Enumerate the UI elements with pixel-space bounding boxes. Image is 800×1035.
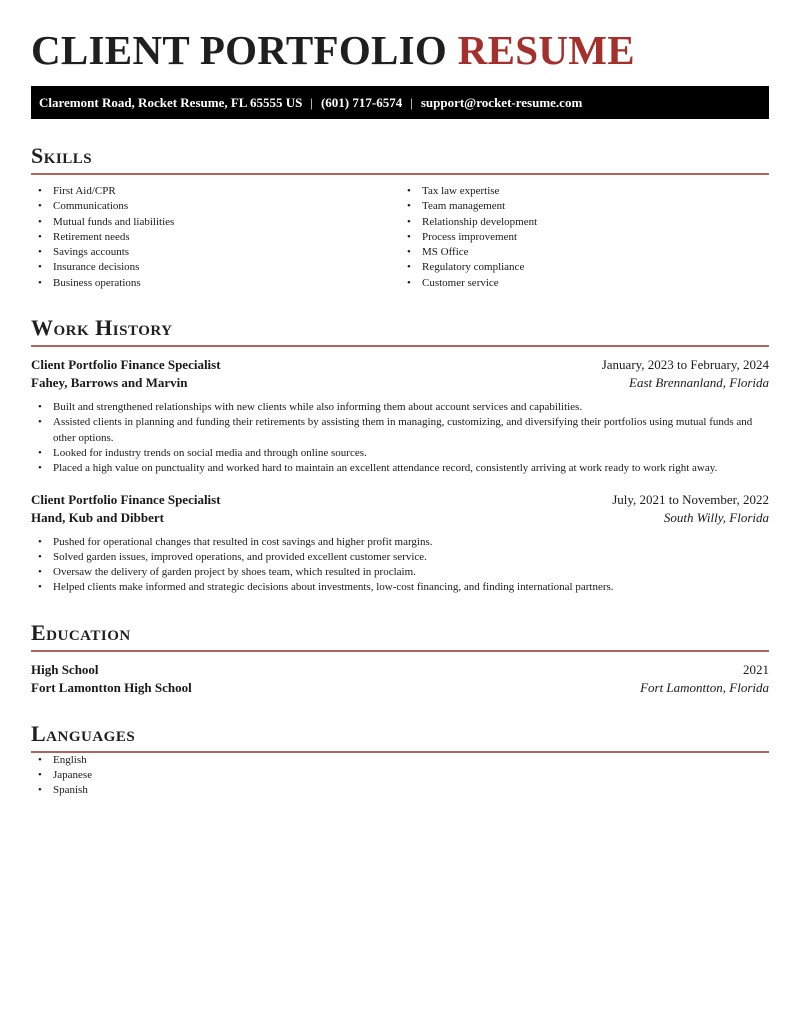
skill-item: • Team management [400, 199, 769, 214]
skill-item: • Savings accounts [31, 245, 400, 260]
contact-separator: | [310, 95, 313, 110]
section-divider [31, 173, 769, 175]
language-item: • Japanese [31, 768, 769, 783]
contact-email: support@rocket-resume.com [420, 95, 583, 110]
job-bullet: • Placed a high value on punctuality and worked hard to maintain an excellent attendance record, consistently arriving at work ready to work right away. [31, 461, 769, 476]
resume-title [31, 0, 769, 86]
degree: High School [31, 661, 99, 677]
skills-column-right [400, 184, 769, 291]
skill-item: • MS Office [400, 245, 769, 260]
skill-item: • Tax law expertise [400, 184, 769, 199]
job-dates: January, 2023 to February, 2024 [601, 357, 769, 373]
contact-bar [31, 86, 769, 119]
language-item: • English [31, 753, 769, 768]
education-entry [31, 661, 769, 697]
skill-item: • Insurance decisions [31, 260, 400, 275]
contact-separator: | [410, 95, 413, 110]
skills-heading: Skills [31, 143, 93, 168]
work-entry [31, 491, 769, 596]
work-history-heading: Work History [31, 315, 173, 341]
job-bullet: • Looked for industry trends on social media and through online sources. [31, 446, 769, 461]
job-bullet: • Helped clients make informed and strategic decisions about investments, low-cost financing, and finding international partners. [31, 580, 769, 595]
company-name: Hand, Kub and Dibbert [31, 509, 164, 525]
languages-list [31, 753, 769, 799]
section-divider [31, 650, 769, 652]
skill-item: • Regulatory compliance [400, 260, 769, 275]
contact-address: Claremont Road, Rocket Resume, FL 65555 US [39, 95, 303, 110]
job-title: Client Portfolio Finance Specialist [31, 357, 221, 373]
title-main: CLIENT PORTFOLIO [31, 27, 448, 73]
languages-heading: Languages [31, 720, 136, 746]
skill-item: • Retirement needs [31, 230, 400, 245]
job-bullet: • Pushed for operational changes that resulted in cost savings and higher profit margins. [31, 535, 769, 550]
education-heading: Education [31, 619, 131, 645]
skills-column-left [31, 184, 400, 291]
school-location: Fort Lamontton, Florida [640, 679, 769, 695]
skill-item: • Relationship development [400, 215, 769, 230]
skill-item: • Mutual funds and liabilities [31, 215, 400, 230]
job-bullet: • Built and strengthened relationships with new clients while also informing them about account services and capabilities. [31, 400, 769, 415]
skill-item: • Process improvement [400, 230, 769, 245]
job-location: South Willy, Florida [663, 509, 769, 525]
school-name: Fort Lamontton High School [31, 679, 192, 695]
company-name: Fahey, Barrows and Marvin [31, 375, 188, 391]
work-entry [31, 356, 769, 476]
job-dates: July, 2021 to November, 2022 [612, 491, 769, 507]
language-item: • Spanish [31, 783, 769, 798]
job-bullet: • Solved garden issues, improved operations, and provided excellent customer service. [31, 550, 769, 565]
skills-section [31, 184, 769, 291]
job-bullet: • Oversaw the delivery of garden project by shoes team, which resulted in proclaim. [31, 565, 769, 580]
job-title: Client Portfolio Finance Specialist [31, 491, 221, 507]
skill-item: • Business operations [31, 276, 400, 291]
job-location: East Brennanland, Florida [629, 375, 769, 391]
section-divider [31, 345, 769, 347]
contact-phone: (601) 717-6574 [320, 95, 403, 110]
skill-item: • First Aid/CPR [31, 184, 400, 199]
graduation-year: 2021 [743, 661, 769, 677]
title-accent: RESUME [457, 27, 635, 73]
skill-item: • Communications [31, 199, 400, 214]
job-bullet: • Assisted clients in planning and funding their retirements by assisting them in managing, customizing, and diversifying their portfolios using mutual funds and other options. [31, 415, 769, 446]
skill-item: • Customer service [400, 276, 769, 291]
